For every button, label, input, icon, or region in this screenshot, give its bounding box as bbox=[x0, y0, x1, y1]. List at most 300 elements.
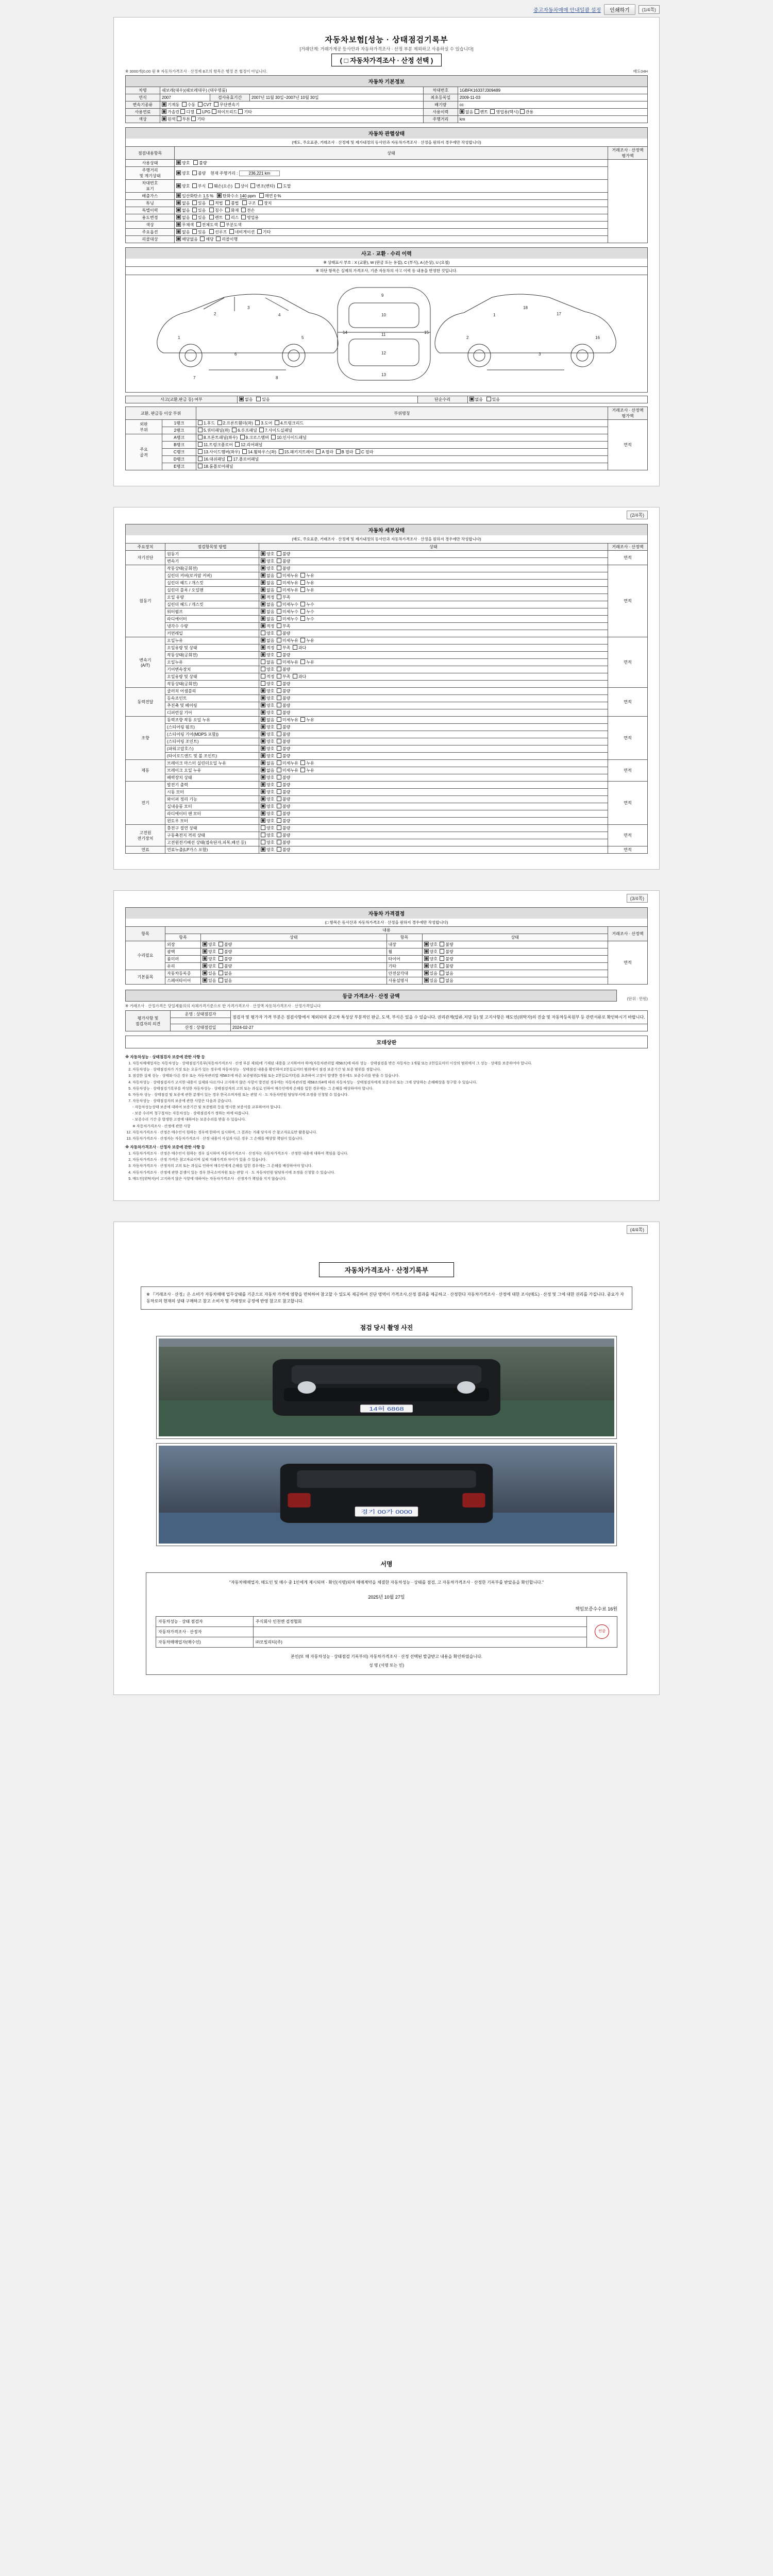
notice-list-2 bbox=[132, 1151, 648, 1182]
responsibility-fee: 책임보증수수료 16원 bbox=[575, 1606, 617, 1612]
item-charge-port-state[interactable]: 양호 불량 bbox=[259, 825, 608, 832]
notice-2-1: 2. 자동차가격조사 · 산정 가격은 참고자료이며 실제 거래가격과 차이가 있을 수 있습니다. bbox=[132, 1158, 648, 1163]
item-radiator-fan: 라디에이터 팬 모터 bbox=[165, 810, 259, 818]
label-year: 연식 bbox=[126, 94, 160, 101]
notice-1-8: - 보증 수리비 청구절차는 자동차성능 · 상태점검자가 정하는 바에 따릅니다. bbox=[132, 1112, 249, 1116]
notice-head-2: ※ 자동차가격조사 · 산정자 보증에 관한 사항 등 bbox=[125, 1144, 205, 1149]
frameC-items[interactable]: 13.사이드멤버(좌우) 14.휠하우스(좌) 15.패키지트레이 A 필라 B 필라 C 필라 bbox=[196, 449, 608, 456]
item-at-leak-state[interactable]: 없음 미세누유 누유 bbox=[259, 637, 608, 645]
item-master-cyl-state[interactable]: 없음 미세누유 누유 bbox=[259, 760, 608, 767]
item-window-motor: 윈도우 모터 bbox=[165, 818, 259, 825]
item-mirror: 룸미러 bbox=[165, 956, 201, 963]
row-main-option: 주요옵션 bbox=[126, 229, 175, 236]
col-price: 거래조사 · 산정액 평가액 bbox=[608, 147, 648, 160]
frameD-label: D랭크 bbox=[162, 456, 196, 463]
item-blower-state[interactable]: 양호 불량 bbox=[259, 803, 608, 810]
value-disp: cc bbox=[458, 101, 647, 109]
section3-note2: ※ 하단 항목은 실제의 가격조사, 기준 자동차의 사고 이력 등 내용을 반영한 것입니다. bbox=[125, 267, 648, 275]
item-block-oilpan: 실린더 블록 / 오일팬 bbox=[165, 587, 259, 594]
item-reg-cert-state[interactable]: 있음 없음 bbox=[201, 970, 387, 977]
notice-2-2: 3. 자동차가격조사 · 산정자의 고의 또는 과실로 인하여 매수인에게 손해를 입힌 경우에는 그 손해를 배상하여야 합니다. bbox=[132, 1164, 648, 1169]
row-special-history: 특별이력 bbox=[126, 207, 175, 214]
col-state: 상태 bbox=[175, 147, 608, 160]
col-content5: 내용 bbox=[165, 927, 608, 934]
item-ps-gear: (스티어링 기어(MDPS 포함)) bbox=[165, 731, 259, 738]
section2-note: (매도, 주요표준, 거래조사 · 산정제 및 제가내정의 동사안과 자동차가격조사 · 산정을 원하지 경우에만 작성합니다) bbox=[125, 139, 648, 147]
signature-panel-title: 모데상판 bbox=[125, 1036, 648, 1048]
value-simple-repair[interactable]: 없음 있음 bbox=[467, 396, 648, 403]
seal-icon: 인감 bbox=[595, 1624, 609, 1639]
sign-row-1-label: 자동차가격조사 · 산정자 bbox=[156, 1626, 254, 1637]
notice-1-3: 4. 자동차성능 · 상태점검자가 고지한 내용이 실제와 다르거나 고지하지 않은 사항이 발견된 경우에는 자동차관리법 제58조의4에 따라 자동차성능 · 상태점검자에게 보증수리 또는 그에 상당하는 손해배상을 청구할 수 있습니다. bbox=[132, 1080, 648, 1086]
grp-basic-items: 기본품목 bbox=[126, 970, 165, 985]
item-transmission-state[interactable]: 양호 불량 bbox=[259, 558, 608, 565]
item-diff: 디퍼런셜 기어 bbox=[165, 709, 259, 717]
item-starter-state[interactable]: 양호 불량 bbox=[259, 789, 608, 796]
notice-1-0: 1. 자동차매매업자는 자동차성능 · 상태점검기록부(자동차가격조사 · 산정 부분 제외)에 기재된 내용을 고지하여야 하며(자동차관리법 제58조)에 따라 성능 · 상태점검을 받은 자동차는 1개월 또는 2천킬로미터 이상의 범위에서 그 성능 · 상태를 보증하여야 합니다. bbox=[132, 1061, 648, 1066]
item-manual: 사용설명서 bbox=[386, 977, 422, 985]
item-cv-joint-state[interactable]: 양호 불량 bbox=[259, 695, 608, 702]
area-title: 교환, 판금등 이상 부위 bbox=[126, 407, 196, 420]
grp-self-diagnosis: 자기진단 bbox=[126, 551, 165, 565]
section6-unit: (단위 : 만원) bbox=[627, 996, 648, 1001]
item-glass: 유리 bbox=[165, 963, 201, 970]
item-at-idle: 작동상태(공회전) bbox=[165, 652, 259, 659]
item-engine-state[interactable]: 양호 불량 bbox=[259, 551, 608, 558]
sign-row-2-value: ㈜모빌리티(주) bbox=[254, 1637, 587, 1647]
item-exterior-state[interactable]: 양호 불량 bbox=[201, 941, 387, 948]
svg-text:14: 14 bbox=[343, 330, 347, 335]
item-mt-gear-state[interactable]: 양호 불량 bbox=[259, 666, 608, 673]
item-waterpump: 워터펌프 bbox=[165, 608, 259, 616]
price-hv: 면적 bbox=[608, 825, 648, 846]
exchange-area-table bbox=[125, 406, 648, 470]
opinion-row2-label bbox=[171, 1018, 231, 1024]
section4-title: 자동차 세부상태 bbox=[125, 524, 648, 535]
notice-1-5: 6. 자동차 성능 · 상태점검 및 보증에 관한 분쟁이 있는 경우 한국소비자원 또는 관할 시 · 도 자동차민원 담당부서에 조정을 신청할 수 있습니다. bbox=[132, 1093, 648, 1098]
row-tuning-value[interactable]: 없음 있음 적법 불법 구조 장치 bbox=[175, 200, 608, 207]
sign-footer: 본인(또 매 자동차성능 · 상태점검 기록부의) 자동차가격조사 · 산정 선택된 발급받고 내용을 확인하였습니다. bbox=[291, 1654, 482, 1659]
detail-state-table bbox=[125, 543, 648, 854]
section5-title: 자동차 가격결정 bbox=[125, 907, 648, 919]
section4-note: (매도, 주요표준, 거래조사 · 산정제 및 제가내정의 동사안과 자동차가격조사 · 산정을 원하지 경우에만 작성합니다) bbox=[125, 535, 648, 544]
opinion-row3-label: 산정 : 상태점검일 bbox=[171, 1024, 231, 1031]
section3-note1: ※ 상태표시 부호 : X (교환), W (판금 또는 용접), C (부식), A (손상), U (요철) bbox=[125, 259, 648, 267]
rank1-items[interactable]: 1.후드 2.프론트휀더(좌) 3.도어 4.트렁크리드 bbox=[196, 420, 608, 427]
svg-text:1: 1 bbox=[178, 335, 180, 340]
item-battery-iso-state[interactable]: 양호 불량 bbox=[259, 832, 608, 839]
row-usage-change: 용도변경 bbox=[126, 214, 175, 222]
row-paint-value[interactable]: 무채색 전체도색 부분도색 bbox=[175, 222, 608, 229]
page-number-3: (3/4쪽) bbox=[627, 894, 648, 903]
value-year: 2007 bbox=[160, 94, 210, 101]
item-mt-leak-state[interactable]: 없음 미세누유 누유 bbox=[259, 659, 608, 666]
item-oil-level: 오일 유량 bbox=[165, 594, 259, 601]
item-radiator-fan-state[interactable]: 양호 불량 bbox=[259, 810, 608, 818]
col-price2: 거래조사 · 산정액 bbox=[608, 544, 648, 551]
page-number-4: (4/4쪽) bbox=[627, 1225, 648, 1234]
grp-repair-needed: 수리필요 bbox=[126, 941, 165, 970]
svg-text:17: 17 bbox=[557, 312, 561, 316]
opinion-table bbox=[125, 1010, 648, 1031]
item-exterior: 외장 bbox=[165, 941, 201, 948]
svg-text:5: 5 bbox=[301, 335, 304, 340]
notice-1-2: 3. 점검한 실제 성능 · 상태와 다른 경우 또는 자동차관리법 제58조에 따른 보증범위(1개월 또는 2천킬로미터)를 초과하여 고장이 발생한 경우에도 보증수리를 받을 수 있습니다. bbox=[132, 1074, 648, 1079]
item-transmission: 변속기 bbox=[165, 558, 259, 565]
value-reg: 2007년 11월 30일~2007년 10월 30일 bbox=[250, 94, 424, 101]
grp-transmission: 변속기 (A/T) bbox=[126, 637, 165, 688]
value-accident[interactable]: 없음 있음 bbox=[238, 396, 418, 403]
item-clutch: 클러치 어셈블리 bbox=[165, 688, 259, 695]
item-mt-idle: 작동상태(공회전) bbox=[165, 681, 259, 688]
svg-text:11: 11 bbox=[381, 332, 386, 337]
item-tire: 타이어 bbox=[386, 956, 422, 963]
item-spare-state[interactable]: 있음 없음 bbox=[201, 977, 387, 985]
svg-text:8: 8 bbox=[276, 376, 278, 380]
page-number-2: (2/4쪽) bbox=[627, 511, 648, 519]
label-vin: 차대번호 bbox=[423, 87, 458, 94]
value-change: km bbox=[458, 116, 647, 123]
price-transmission: 면적 bbox=[608, 637, 648, 688]
item-ps-gear-state[interactable]: 양호 불량 bbox=[259, 731, 608, 738]
item-oil-level-state[interactable]: 적정 부족 bbox=[259, 594, 608, 601]
item-hv-wiring: 고전원전기배선 상태(접속단자,피복,배선 등) bbox=[165, 839, 259, 846]
grp-brake: 제동 bbox=[126, 760, 165, 782]
item-head-gasket: 실린더 헤드 / 개스킷 bbox=[165, 580, 259, 587]
item-spare: 스페어타이어 bbox=[165, 977, 201, 985]
sub-col-b: 상태 bbox=[201, 934, 387, 941]
value-color[interactable]: 원색 투톤 기타 bbox=[160, 116, 424, 123]
sub-col-a: 항목 bbox=[165, 934, 201, 941]
page-title: 자동차보험[성능 · 상태점검기록부 bbox=[325, 36, 448, 44]
notice-2-3: 4. 자동차가격조사 · 산정에 관한 분쟁이 있는 경우 한국소비자원 또는 관할 시 · 도 자동차민원 담당부서에 조정을 신청할 수 있습니다. bbox=[132, 1171, 648, 1176]
value-fuel[interactable]: 가솔린 디젤 LPG 하이브리드 기타 bbox=[160, 109, 424, 116]
item-radiator-state[interactable]: 없음 미세누수 누수 bbox=[259, 616, 608, 623]
svg-text:3: 3 bbox=[247, 306, 250, 310]
item-commonrail: 커먼레일 bbox=[165, 630, 259, 637]
frameB-label: B랭크 bbox=[162, 442, 196, 449]
svg-text:14허 6868: 14허 6868 bbox=[369, 1406, 404, 1412]
opinion-row1-label: 운영 : 상태점검자 bbox=[171, 1011, 231, 1018]
item-ps-joint: (스티어링 조인트) bbox=[165, 738, 259, 745]
outer-panel-label: 외판 부위 bbox=[126, 420, 162, 434]
price-self-diagnosis: 면적 bbox=[608, 551, 648, 565]
row-mileage: 주행거리 및 계기상태 bbox=[126, 167, 175, 180]
row-usage-change-value[interactable]: 없음 있음 렌트 리스 영업용 bbox=[175, 214, 608, 222]
frameA-items[interactable]: 8.프론트패널(좌우) 9.크로스멤버 10.인사이드패널 bbox=[196, 434, 608, 442]
item-starter: 시동 모터 bbox=[165, 789, 259, 796]
item-wiper-state[interactable]: 양호 불량 bbox=[259, 796, 608, 803]
item-mt-leak: 오일누유 bbox=[165, 659, 259, 666]
item-brake-oil: 브레이크 오일 누유 bbox=[165, 767, 259, 774]
price-decision-table bbox=[125, 926, 648, 985]
sign-note: "자동차매매업자, 매도인 및 매수 중 1인에게 제시되며 · 확인(서명)되며 매매계약을 체결한 자동차성능 · 상태를 점검, 고 자동차가격조사 · 산정한 기록부를 받았음을 확인합니다." bbox=[229, 1580, 544, 1585]
car-diagram-svg bbox=[147, 278, 626, 389]
notice-1-11: 12. 자동차가격조사 · 산정은 매수인이 원하는 경우에 한하여 실시하며, 그 결과는 거래 당사자 간 참고자료로만 활용됩니다. bbox=[132, 1130, 648, 1136]
grp-hv: 고전원 전기장치 bbox=[126, 825, 165, 846]
item-idle-state[interactable]: 양호 불량 bbox=[259, 565, 608, 572]
notice-2-0: 1. 자동차가격조사 · 산정은 매수인이 원하는 경우 실시하며 자동차가격조사 · 산정자는 자동차가격조사 · 산정한 내용에 대하여 책임을 집니다. bbox=[132, 1151, 648, 1157]
top-toolbar[interactable] bbox=[113, 0, 660, 17]
form-no: 배도04H bbox=[633, 69, 648, 74]
notice-2-4: 5. 매도인(위탁자)이 고지하지 않은 사항에 대하여는 자동차가격조사 · 산정자가 책임을 지지 않습니다. bbox=[132, 1177, 648, 1182]
item-reg-cert: 자동차등록증 bbox=[165, 970, 201, 977]
item-charge-port: 충전구 절연 상태 bbox=[165, 825, 259, 832]
item-mt-gear: 기어변속장치 bbox=[165, 666, 259, 673]
law-note: ※ 3000개(0,00 원 ※ 자동차가격조사 · 산정제 8조의 항목은 행정 본 협정이 아닙니다. bbox=[125, 69, 267, 74]
col-price5: 거래조사 · 산정액 bbox=[608, 927, 648, 941]
grp-steering: 조향 bbox=[126, 717, 165, 760]
rank2-label: 2랭크 bbox=[162, 427, 196, 434]
item-idle: 작동상태(공회전) bbox=[165, 565, 259, 572]
label-vehicle: 차명 bbox=[126, 87, 160, 94]
item-mt-oil: 오일유량 및 상태 bbox=[165, 673, 259, 681]
price-brake: 면적 bbox=[608, 760, 648, 782]
section5-note: (□ 항목은 동사산과 자동차가격조사 · 산정을 원하지 경우에만 작성합니다) bbox=[125, 919, 648, 927]
svg-text:2: 2 bbox=[466, 335, 469, 340]
svg-text:18: 18 bbox=[523, 306, 528, 310]
item-fuel-leak-state[interactable]: 양호 불량 bbox=[259, 846, 608, 854]
svg-text:9: 9 bbox=[381, 293, 384, 298]
item-etc: 기타 bbox=[386, 963, 422, 970]
notice-1-1: 2. 자동차성능 · 상태점검자가 거짓 또는 오류가 있는 경우에 자동차성능 · 상태점검 내용을 확인하여 2천킬로미터 범위에서 점검 보증기간 및 보증 범위를 정합니다. bbox=[132, 1067, 648, 1073]
notice-1-7: - 자동차성능상태 보증에 대하여 보증기간 및 보증범위 등을 명시한 보증서를 교부하여야 합니다. bbox=[132, 1106, 282, 1110]
row-vin-mark-value[interactable]: 양호 부식 훼손(오손) 상이 변조(변타) 도말 bbox=[175, 180, 608, 193]
item-brake-oil-state[interactable]: 없음 미세누유 누유 bbox=[259, 767, 608, 774]
item-ps-pump: (스티어링 펌프) bbox=[165, 724, 259, 731]
item-rockercover: 실린더 커버(로커암 커버) bbox=[165, 572, 259, 580]
opinion-label: 평가사항 및 점검자의 의견 bbox=[126, 1011, 171, 1031]
item-interior-state[interactable]: 양호 불량 bbox=[422, 941, 608, 948]
item-tierod-state[interactable]: 양호 불량 bbox=[259, 753, 608, 760]
svg-text:3: 3 bbox=[539, 352, 541, 357]
price-fuel: 면적 bbox=[608, 846, 648, 854]
item-ps-leak-state[interactable]: 없음 미세누유 누유 bbox=[259, 717, 608, 724]
item-ps-hose-state[interactable]: 양호 불량 bbox=[259, 745, 608, 753]
svg-text:10: 10 bbox=[381, 313, 386, 317]
notice-head-1: ※ 자동차성능 · 상태점검자 보증에 관한 사항 등 bbox=[125, 1055, 205, 1059]
item-wheel-state[interactable]: 양호 불량 bbox=[422, 948, 608, 956]
item-polish-state[interactable]: 양호 불량 bbox=[201, 948, 387, 956]
price-steering: 면적 bbox=[608, 717, 648, 760]
frame-label: 주요 골격 bbox=[126, 434, 162, 470]
section2-title: 자동차 관렬상태 bbox=[125, 127, 648, 139]
item-manual-state[interactable]: 있음 없음 bbox=[422, 977, 608, 985]
svg-text:6: 6 bbox=[234, 352, 237, 357]
row-mileage-value[interactable]: 양호 불량 현재 주행거리 : 236,221 km bbox=[175, 167, 608, 180]
grp-powertrain: 동력전달 bbox=[126, 688, 165, 717]
row-main-option-value[interactable]: 없음 있음 선루프 네비게이션 기타 bbox=[175, 229, 608, 236]
row-tuning: 튜닝 bbox=[126, 200, 175, 207]
page-3 bbox=[113, 890, 660, 1201]
item-ps-leak: 동력조향 작동 오일 누유 bbox=[165, 717, 259, 724]
photo-rear-frame bbox=[156, 1443, 617, 1546]
sign-row-2-label: 자동차매매업자(매수인) bbox=[156, 1637, 254, 1647]
condition-table bbox=[125, 146, 648, 243]
price-survey-select-title: ( □ 자동차가격조사 · 산정 선택 ) bbox=[331, 54, 442, 66]
vehicle-rear-photo bbox=[159, 1446, 614, 1544]
value-vehicle: 쉐보레(대우)(쉐보레대우) (대우명품) bbox=[160, 87, 424, 94]
value-usage[interactable]: 없음 렌트 영업용(택시) 관용 bbox=[458, 109, 647, 116]
sign-box bbox=[146, 1572, 627, 1675]
sub-col-d: 상태 bbox=[422, 934, 608, 941]
seal-cell bbox=[587, 1616, 617, 1647]
svg-text:13: 13 bbox=[381, 372, 386, 377]
page-subtitle: [거래단계: 거래가계공 등사안과 자동차가격조사 · 산정 부분 제외하고 사용하실 수 있습니다] bbox=[299, 46, 474, 52]
svg-text:경기 00가 0000: 경기 00가 0000 bbox=[361, 1509, 412, 1515]
photo-section-title: 점검 당시 촬영 사진 bbox=[360, 1324, 413, 1331]
notice-list-1 bbox=[132, 1061, 648, 1142]
price-engine: 면적 bbox=[608, 565, 648, 637]
sign-section-title: 서명 bbox=[380, 1561, 393, 1568]
col-check-item: 점검내용항목 bbox=[126, 147, 175, 160]
photo-front-frame bbox=[156, 1336, 617, 1439]
section1-title: 자동차 기본정보 bbox=[125, 75, 648, 87]
frameD-items[interactable]: 16.대쉬패널 17.플로어패널 bbox=[196, 456, 608, 463]
item-waterpump-state[interactable]: 없음 미세누수 누수 bbox=[259, 608, 608, 616]
row-usage-state-value[interactable]: 양호 불량 bbox=[175, 160, 608, 167]
item-polish: 광택 bbox=[165, 948, 201, 956]
svg-text:2: 2 bbox=[214, 312, 216, 316]
price-record-title: 자동차가격조사 · 산정기록부 bbox=[319, 1262, 454, 1277]
price-electric: 면적 bbox=[608, 782, 648, 825]
svg-text:16: 16 bbox=[595, 335, 600, 340]
col-item5: 항목 bbox=[126, 927, 165, 941]
label-fuel: 사용연료 bbox=[126, 109, 160, 116]
svg-text:12: 12 bbox=[381, 351, 386, 355]
item-glass-state[interactable]: 양호 불량 bbox=[201, 963, 387, 970]
label-disp: 배기량 bbox=[423, 101, 458, 109]
rank1-label: 1랭크 bbox=[162, 420, 196, 427]
sign-footer2: 성 명 (서명 또는 인) bbox=[368, 1663, 405, 1668]
section3-title: 사고 · 교환 · 수리 이력 bbox=[125, 247, 648, 259]
item-fuel-leak: 연료누출(LP가스 포함) bbox=[165, 846, 259, 854]
item-coolant-level-state[interactable]: 적정 부족 bbox=[259, 623, 608, 630]
grp-engine: 원동기 bbox=[126, 565, 165, 637]
item-mt-oil-state[interactable]: 적정 부족 과다 bbox=[259, 673, 608, 681]
row-recall-value[interactable]: 해당없음 해당 리콜이행 bbox=[175, 236, 608, 243]
basic-info-table bbox=[125, 87, 648, 123]
item-wiper: 와이퍼 정리 기능 bbox=[165, 796, 259, 803]
notice-link[interactable]: 중고자동차매매 안내일괄 설정 bbox=[533, 8, 601, 13]
svg-text:4: 4 bbox=[278, 313, 281, 317]
item-propshaft-state[interactable]: 양호 불량 bbox=[259, 702, 608, 709]
grp-fuel: 연료 bbox=[126, 846, 165, 854]
row-emission: 배출가스 bbox=[126, 193, 175, 200]
item-alternator-state[interactable]: 양호 불량 bbox=[259, 782, 608, 789]
item-tire-state[interactable]: 양호 불량 bbox=[422, 956, 608, 963]
col-state2: 상태 bbox=[259, 544, 608, 551]
item-battery-iso: 구동축전지 격리 상태 bbox=[165, 832, 259, 839]
item-propshaft: 추진축 및 베어링 bbox=[165, 702, 259, 709]
svg-text:1: 1 bbox=[493, 313, 496, 317]
item-ps-joint-state[interactable]: 양호 불량 bbox=[259, 738, 608, 745]
item-hv-wiring-state[interactable]: 양호 불량 bbox=[259, 839, 608, 846]
item-mt-idle-state[interactable]: 양호 불량 bbox=[259, 681, 608, 688]
item-mirror-state[interactable]: 양호 불량 bbox=[201, 956, 387, 963]
item-tierod: (타이로드엔드 및 볼 조인트) bbox=[165, 753, 259, 760]
item-master-cyl: 브레이크 마스터 실린더오일 누유 bbox=[165, 760, 259, 767]
item-radiator: 라디에이터 bbox=[165, 616, 259, 623]
item-clutch-state[interactable]: 양호 불량 bbox=[259, 688, 608, 695]
page-2 bbox=[113, 507, 660, 870]
print-button[interactable]: 인쇄하기 bbox=[604, 4, 635, 15]
item-rockercover-state[interactable]: 없음 미세누유 누유 bbox=[259, 572, 608, 580]
item-at-leak: 오일누유 bbox=[165, 637, 259, 645]
grp-electric: 전기 bbox=[126, 782, 165, 825]
item-commonrail-state[interactable]: 양호 불량 bbox=[259, 630, 608, 637]
item-block-oilpan-state[interactable]: 없음 미세누유 누유 bbox=[259, 587, 608, 594]
area-price-head: 거래조사 · 산정액 평가액 bbox=[608, 407, 648, 420]
item-diff-state[interactable]: 양호 불량 bbox=[259, 709, 608, 717]
item-triangle-state[interactable]: 있음 없음 bbox=[422, 970, 608, 977]
label-simple-repair: 단순수리 bbox=[417, 396, 467, 403]
frameE-items[interactable]: 18.룸플로어패널 bbox=[196, 463, 608, 470]
item-window-motor-state[interactable]: 양호 불량 bbox=[259, 818, 608, 825]
item-ps-hose: (파워고압호스) bbox=[165, 745, 259, 753]
frameA-label: A랭크 bbox=[162, 434, 196, 442]
price-col-sec5: 면적 bbox=[608, 941, 648, 985]
sub-col-c: 항목 bbox=[386, 934, 422, 941]
price-record-notice: ※ 『거래조사 · 산정』은 소비가 자동차매매 업무상태를 기준으로 자동차 가격에 영향을 면허하여 참고할 수 있도록 제공하여 진단 영역이 가격조사,산정 결과를 제공하고 · 산정한다 자동차가격조사 · 산정에 대한 조사(매도) · 산정 및 그에 대한 권리를 가집니다. 중요가 자동차로의 현재의 상태 구매하고 참고 소비자 및 거래정보 공정에 반영 참고로 참고합니다. bbox=[141, 1286, 632, 1310]
item-ps-pump-state[interactable]: 양호 불량 bbox=[259, 724, 608, 731]
notice-1-6: 7. 자동차성능 · 상태점검자의 보증에 관한 사항은 다음과 같습니다. bbox=[132, 1099, 648, 1104]
sign-row-1-value bbox=[254, 1626, 587, 1637]
item-coolant-head-state[interactable]: 없음 미세누수 누수 bbox=[259, 601, 608, 608]
item-cv-joint: 등속조인트 bbox=[165, 695, 259, 702]
item-at-oil: 오일유량 및 상태 bbox=[165, 645, 259, 652]
rank2-items[interactable]: 5.쿼터패널(좌) 6.루프패널 7.사이드실패널 bbox=[196, 427, 608, 434]
svg-text:15: 15 bbox=[424, 330, 429, 335]
row-special-history-value[interactable]: 없음 있음 침수 화재 전손 bbox=[175, 207, 608, 214]
page-1 bbox=[113, 17, 660, 486]
label-change: 주행거리 bbox=[423, 116, 458, 123]
item-at-oil-state[interactable]: 적정 부족 과다 bbox=[259, 645, 608, 652]
item-etc-state[interactable]: 양호 불량 bbox=[422, 963, 608, 970]
opinion-cell: 면적 bbox=[608, 420, 648, 470]
frameB-items[interactable]: 11.트렁크플로어 12.리어패널 bbox=[196, 442, 608, 449]
value-firstreg: 2009-11-03 bbox=[458, 94, 647, 101]
svg-text:7: 7 bbox=[193, 376, 196, 380]
item-interior: 내장 bbox=[386, 941, 422, 948]
item-at-idle-state[interactable]: 양호 불량 bbox=[259, 652, 608, 659]
item-coolant-head: 실린더 헤드 / 개스킷 bbox=[165, 601, 259, 608]
sign-date: 2025년 10월 27일 bbox=[368, 1594, 405, 1600]
opinion-date: 2024-02-27 bbox=[231, 1024, 648, 1031]
item-wheel: 휠 bbox=[386, 948, 422, 956]
price-powertrain: 면적 bbox=[608, 688, 648, 717]
frameC-label: C랭크 bbox=[162, 449, 196, 456]
col-main-device: 주요장치 bbox=[126, 544, 165, 551]
notice-1-10: ※ 자동차가격조사 · 산정에 관한 사항 bbox=[132, 1124, 191, 1128]
section6-note: ※ 거래조사 · 산정가격은 당일제품의의 자체가격기준으로 한 가격가격조사 · 산정액 자동차가격조사 · 산정가격입니다 bbox=[125, 1004, 321, 1008]
col-check-method: 점검항목및 방법 bbox=[165, 544, 259, 551]
sign-row-0-label: 자동차성능 · 상태 점검자 bbox=[156, 1616, 254, 1626]
row-paint: 색상 bbox=[126, 222, 175, 229]
section6-title: 등급 가격조사 · 산정 금액 bbox=[125, 990, 617, 1002]
notice-1-4: 5. 자동차성능 · 상태점검기록부를 작성한 자동차성능 · 상태점검자의 고의 또는 과실로 인하여 매수인에게 손해를 입힌 경우에는 그 손해를 배상하여야 합니다. bbox=[132, 1087, 648, 1092]
notice-1-9: - 보증수리 기간 중 발생한 고장에 대하여는 보증수리를 받을 수 있습니다. bbox=[132, 1118, 246, 1122]
item-head-gasket-state[interactable]: 없음 미세누유 누유 bbox=[259, 580, 608, 587]
item-engine: 원동기 bbox=[165, 551, 259, 558]
row-emission-value[interactable]: 일산화탄소 1.5 % 탄화수소 140 ppm 매연 0 % bbox=[175, 193, 608, 200]
value-transmission[interactable]: 기계동 수동 CVT 무단변속기 bbox=[160, 101, 424, 109]
vehicle-front-photo bbox=[159, 1338, 614, 1436]
item-alternator: 발전기 출력 bbox=[165, 782, 259, 789]
item-booster-state[interactable]: 양호 불량 bbox=[259, 774, 608, 782]
item-coolant-level: 냉각수 수량 bbox=[165, 623, 259, 630]
price-column-cell bbox=[608, 160, 648, 243]
